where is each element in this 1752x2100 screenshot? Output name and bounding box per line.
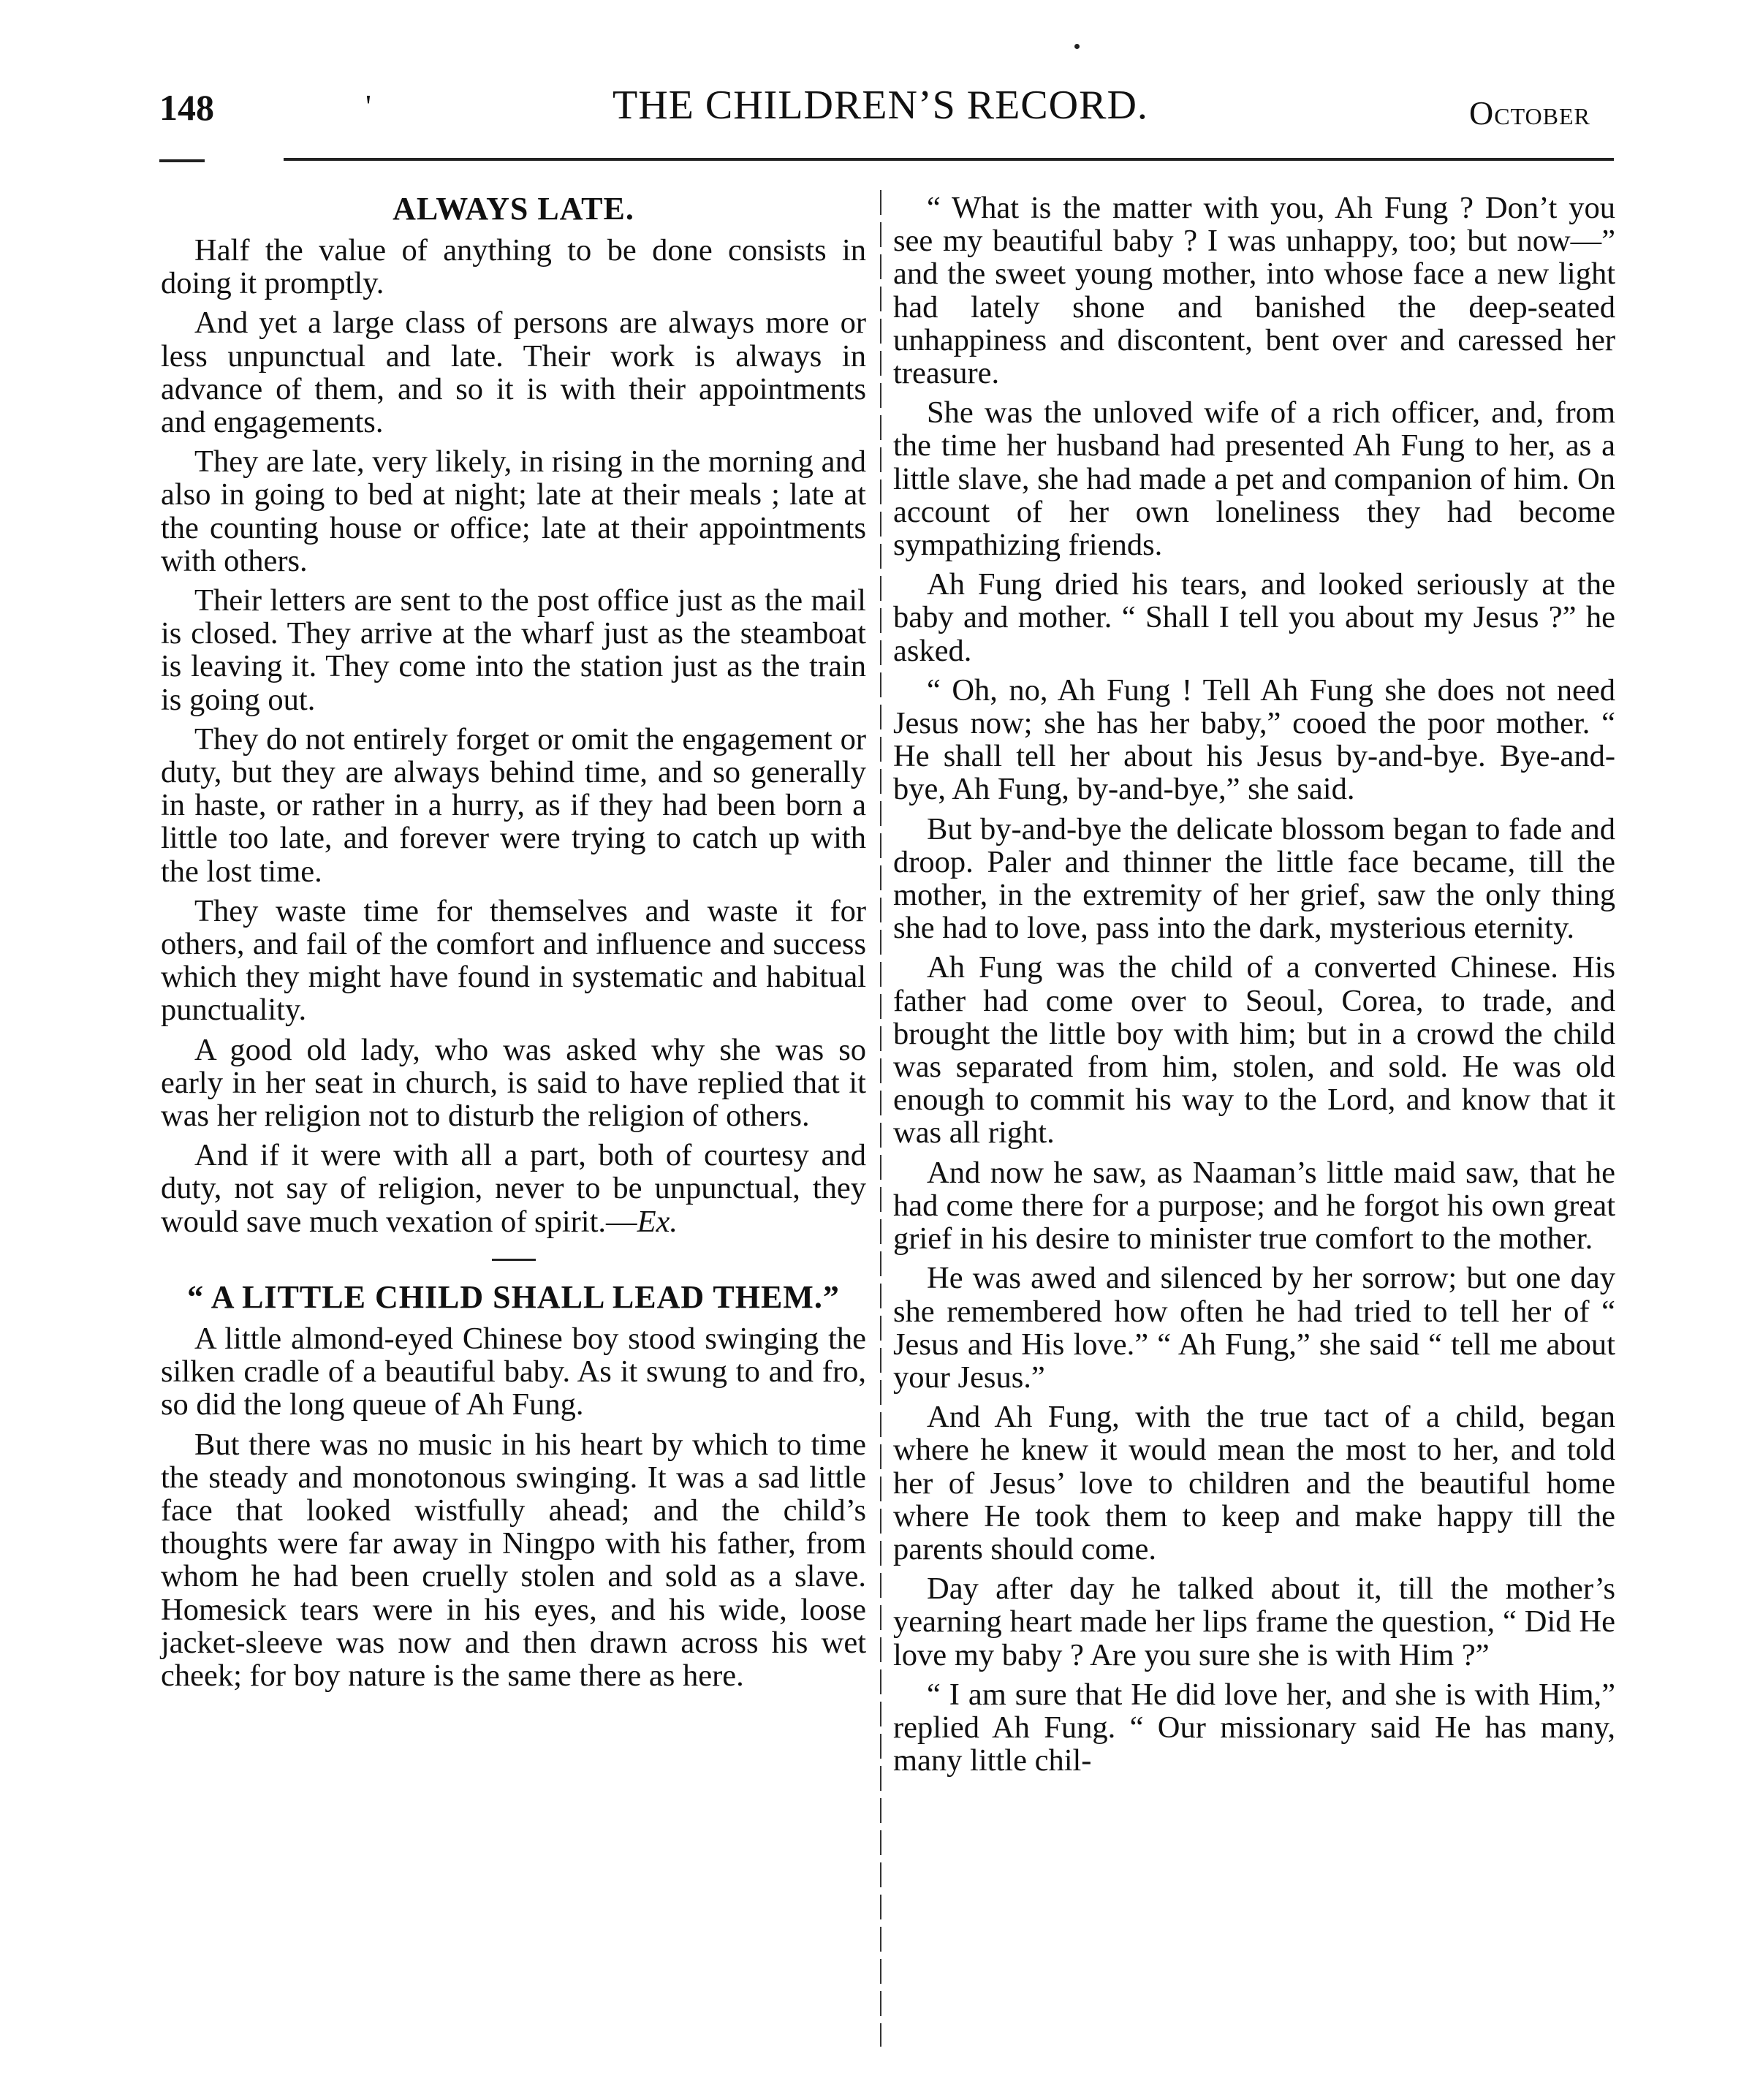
paragraph: But by-and-bye the delicate blossom began to fade and droop. Paler and thinner the little face became, till the mother, in the extremity of her grief, saw the only thing she had to love, pass into the dark, mysterious eternity. — [893, 811, 1615, 946]
header-rule-short — [159, 159, 205, 162]
paragraph: A little almond-eyed Chinese boy stood swinging the silken cradle of a beautiful baby. As it swung to and fro, so did the long queue of Ah Fung. — [161, 1321, 866, 1422]
paragraph: They do not entirely forget or omit the engagement or duty, but they are always behind time, and so generally in haste, or rather in a hurry, as if they had been born a little too late, and forever were trying to catch up with the lost time. — [161, 721, 866, 889]
paragraph: A good old lady, who was asked why she was so early in her seat in church, is said to have replied that it was her religion not to disturb the religion of others. — [161, 1032, 866, 1134]
paragraph-last — [161, 1139, 866, 1238]
paragraph-text: And if it were with all a part, both of courtesy and duty, not say of religion, never to be unpunctual, they would save much vexation of spirit.— — [161, 1138, 866, 1239]
paragraph: Ah Fung dried his tears, and looked seriously at the baby and mother. “ Shall I tell you about my Jesus ?” he asked. — [893, 567, 1615, 668]
paragraph: “ What is the matter with you, Ah Fung ? Don’t you see my beautiful baby ? I was unhappy, too; but now—” and the sweet young mother, into whose face a new light had lately shone and banished the deep-seated unhappiness and discontent, bent over and caressed her treasure. — [893, 191, 1615, 391]
article-title-little-child: “ A LITTLE CHILD SHALL LEAD THEM.” — [187, 1278, 840, 1315]
paragraph: He was awed and silenced by her sorrow; but one day she remembered how often he had tried to tell her of “ Jesus and His love.” “ Ah Fung,” she said “ tell me about your Jesus.” — [893, 1261, 1615, 1395]
paragraph: And yet a large class of persons are always more or less unpunctual and late. Their work is always in advance of them, and so it is with their appointments and engagements. — [161, 306, 866, 440]
source-credit: Ex. — [637, 1204, 678, 1239]
column-divider — [880, 190, 881, 2047]
paragraph: Ah Fung was the child of a converted Chinese. His father had come over to Seoul, Corea, to trade, and brought the little boy with him; but in a crowd the child was separated from him, stolen, and sold. He was old enough to commit his way to the Lord, and know that it was all right. — [893, 950, 1615, 1151]
paragraph: They waste time for themselves and waste it for others, and fail of the comfort and influence and success which they might have found in systematic and habitual punctuality. — [161, 893, 866, 1028]
paragraph: And now he saw, as Naaman’s little maid saw, that he had come there for a purpose; and he forgot his own great grief in his desire to minister true comfort to the mother. — [893, 1155, 1615, 1256]
running-head: THE CHILDREN’S RECORD. — [613, 83, 1148, 128]
section-separator — [492, 1259, 536, 1261]
header-rule — [284, 158, 1614, 161]
paragraph: Their letters are sent to the post office just as the mail is closed. They arrive at the wharf just as the steamboat is leaving it. They come into the station just as the train is going out. — [161, 583, 866, 717]
paragraph: “ Oh, no, Ah Fung ! Tell Ah Fung she does not need Jesus now; she has her baby,” cooed the poor mother. “ He shall tell her about his Jesus by-and-bye. Bye-and-bye, Ah Fung, by-and-bye,” she said. — [893, 672, 1615, 807]
left-column — [161, 192, 866, 1692]
paragraph: And Ah Fung, with the true tact of a child, began where he knew it would mean the most to her, and told her of Jesus’ love to children and the beautiful home where He took them to keep and make happy till the parents should come. — [893, 1400, 1615, 1566]
article-title-always-late: ALWAYS LATE. — [393, 191, 634, 227]
right-column — [893, 192, 1615, 1777]
paragraph: Half the value of anything to be done consists in doing it promptly. — [161, 233, 866, 301]
paragraph: She was the unloved wife of a rich officer, and, from the time her husband had presented Ah Fung to her, as a little slave, she had made a pet and companion of him. On account of her own loneliness they had become sympathizing friends. — [893, 395, 1615, 563]
paragraph: Day after day he talked about it, till the mother’s yearning heart made her lips frame the question, “ Did He love my baby ? Are you sure she is with Him ?” — [893, 1572, 1615, 1672]
paragraph: “ I am sure that He did love her, and she is with Him,” replied Ah Fung. “ Our missionary said He has many, many little chil- — [893, 1677, 1615, 1778]
paragraph: They are late, very likely, in rising in the morning and also in going to bed at night; late at their meals ; late at the counting house or office; late at their appointments with others. — [161, 444, 866, 578]
paragraph: But there was no music in his heart by which to time the steady and monotonous swinging. It was a sad little face that looked wistfully ahead; and the child’s thoughts were far away in Ningpo with his father, from whom he had been cruelly stolen and sold as a slave. Homesick tears were in his eyes, and his wide, loose jacket-sleeve was now and then drawn across his wet cheek; for boy nature is the same there as here. — [161, 1427, 866, 1693]
issue-month: October — [1469, 94, 1590, 132]
ink-tick: ' — [365, 88, 371, 124]
page-number: 148 — [159, 87, 214, 128]
ink-dot — [1074, 44, 1080, 49]
